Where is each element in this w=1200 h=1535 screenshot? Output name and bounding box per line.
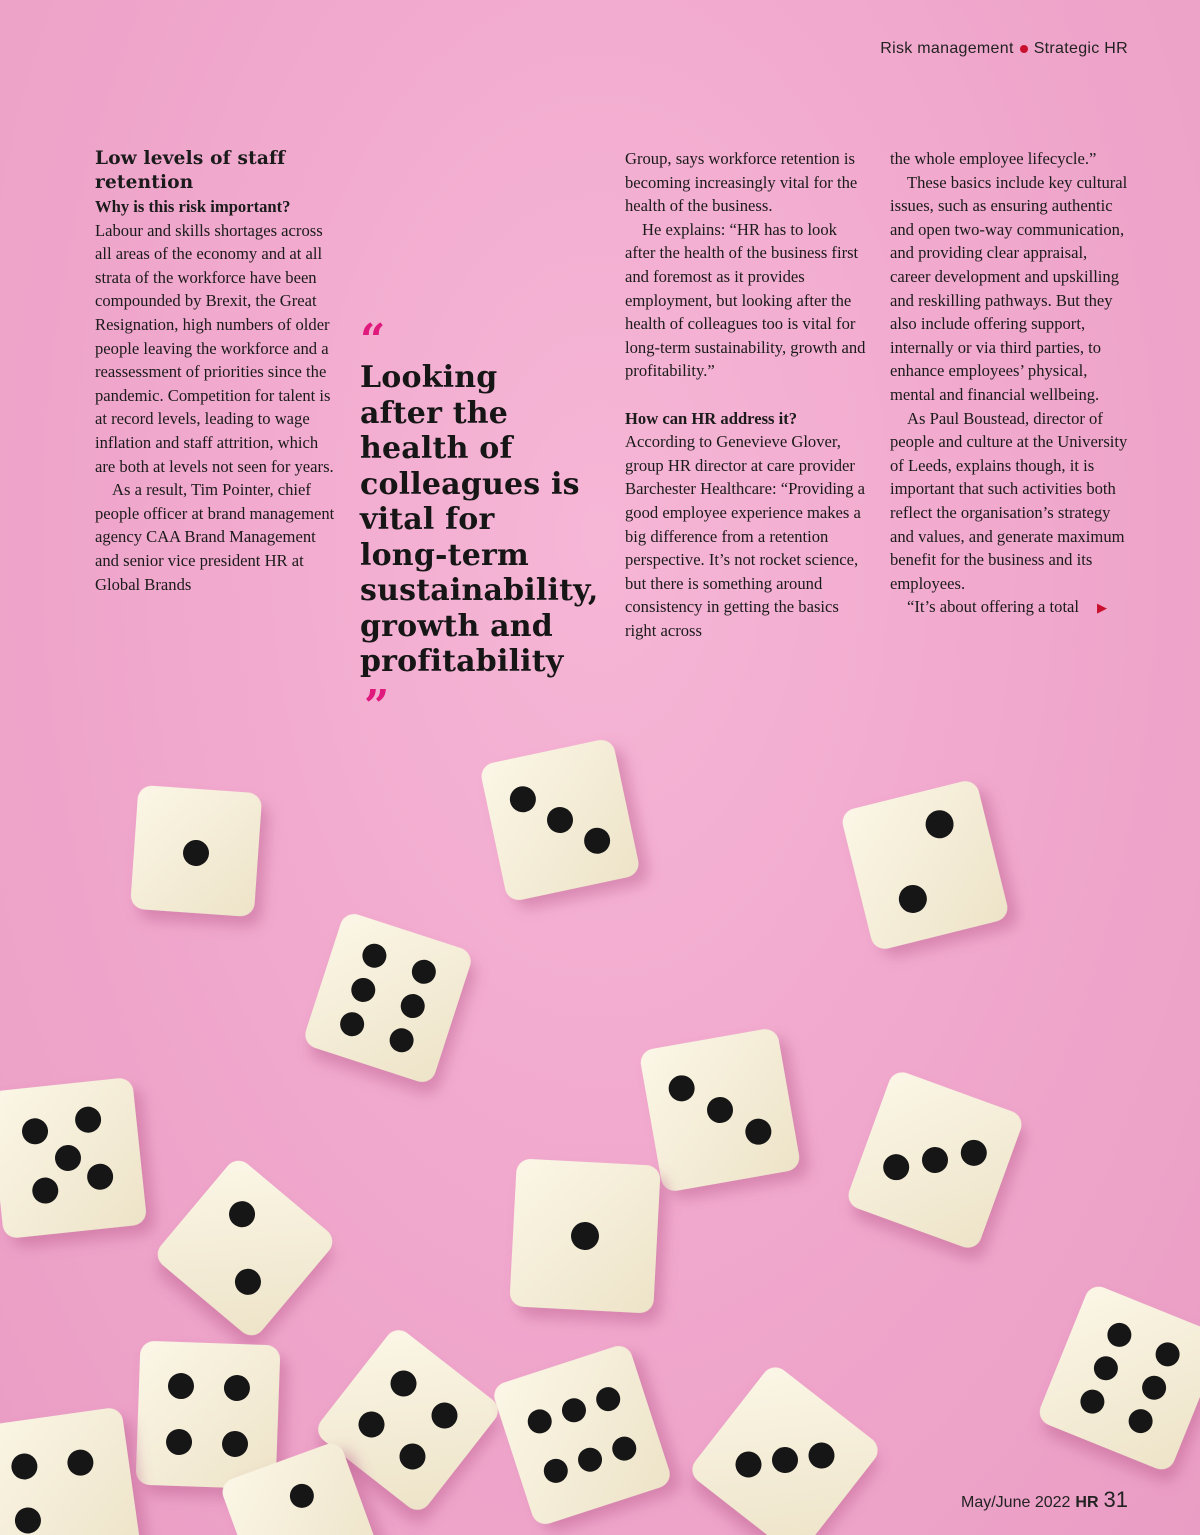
section-subhead: Why is this risk important?	[95, 197, 291, 216]
die-three-bottom	[687, 1362, 884, 1535]
body-paragraph: As a result, Tim Pointer, chief people officer at brand management agency CAA Brand Management and senior vice president HR at Global Brands	[95, 480, 335, 594]
die-six-bottom	[491, 1342, 674, 1527]
die-one-center	[509, 1158, 661, 1313]
die-partial-left	[0, 1406, 142, 1535]
die-three-right	[845, 1068, 1026, 1251]
close-quote-icon: ”	[364, 680, 390, 732]
page-number: 31	[1103, 1487, 1128, 1512]
subsection-label: Strategic HR	[1033, 40, 1128, 57]
bullet-dot-icon	[1020, 45, 1028, 53]
article-column-4	[890, 147, 1130, 620]
die-four	[136, 1341, 281, 1490]
body-paragraph: Group, says workforce retention is becoming increasingly vital for the health of the business.	[625, 149, 858, 216]
die-two-right	[840, 778, 1011, 952]
body-paragraph: According to Genevieve Glover, group HR director at care provider Barchester Healthcare: “Providing a good employee experience makes a big difference from a retention perspective. It’s not rocket science, but there is something around consistency in getting the basics right across	[625, 432, 866, 640]
die-two-diamond	[152, 1155, 338, 1341]
body-paragraph: He explains: “HR has to look after the health of the business first and foremost as it provides employment, but looking after the health of colleagues too is vital for long-term sustainability, growth and profitability.”	[625, 219, 866, 381]
body-paragraph-last	[890, 595, 1130, 620]
running-header	[880, 40, 1128, 58]
die-three-top	[479, 737, 641, 902]
die-five	[0, 1077, 147, 1239]
body-paragraph: As Paul Boustead, director of people and culture at the University of Leeds, explains though, it is important that such activities both reflect the organisation’s strategy and values, and generate maximum benefit for the business and its employees.	[890, 408, 1128, 593]
magazine-name: HR	[1075, 1494, 1099, 1511]
die-six-left	[302, 910, 475, 1085]
section-subhead: How can HR address it?	[625, 408, 798, 428]
die-three-middle	[639, 1027, 802, 1193]
body-paragraph: These basics include key cultural issues, such as ensuring authentic and open two-way communication, and providing clear appraisal, career development and upskilling and reskilling pathways. But they also include offering support, internally or via third parties, to enhance employees’ physical, mental and financial wellbeing.	[890, 172, 1128, 404]
body-paragraph: the whole employee lifecycle.”	[890, 149, 1097, 168]
pull-quote	[360, 315, 599, 732]
open-quote-icon: “	[360, 315, 386, 366]
die-one	[130, 785, 262, 917]
die-six-right	[1036, 1282, 1200, 1473]
article-heading: Low levels of staff retention	[95, 148, 286, 193]
continue-arrow-icon: ▶	[1097, 600, 1108, 616]
issue-date: May/June 2022	[961, 1494, 1071, 1511]
article-column-3	[625, 147, 870, 642]
pull-quote-text: Looking after the health of colleagues is vital for long-term sustainability, growth and profitability	[360, 360, 599, 679]
section-label: Risk management	[880, 40, 1014, 57]
article-column-1	[95, 147, 335, 596]
body-paragraph: Labour and skills shortages across all areas of the economy and at all strata of the workforce have been compounded by Brexit, the Great Resignation, high numbers of older people leaving the workforce and a reassessment of priorities since the pandemic. Competition for talent is at record levels, leading to wage inflation and staff attrition, which are both at levels not seen for years.	[95, 220, 334, 476]
page-footer	[961, 1487, 1128, 1513]
continued-text: “It’s about offering a total	[907, 597, 1080, 617]
